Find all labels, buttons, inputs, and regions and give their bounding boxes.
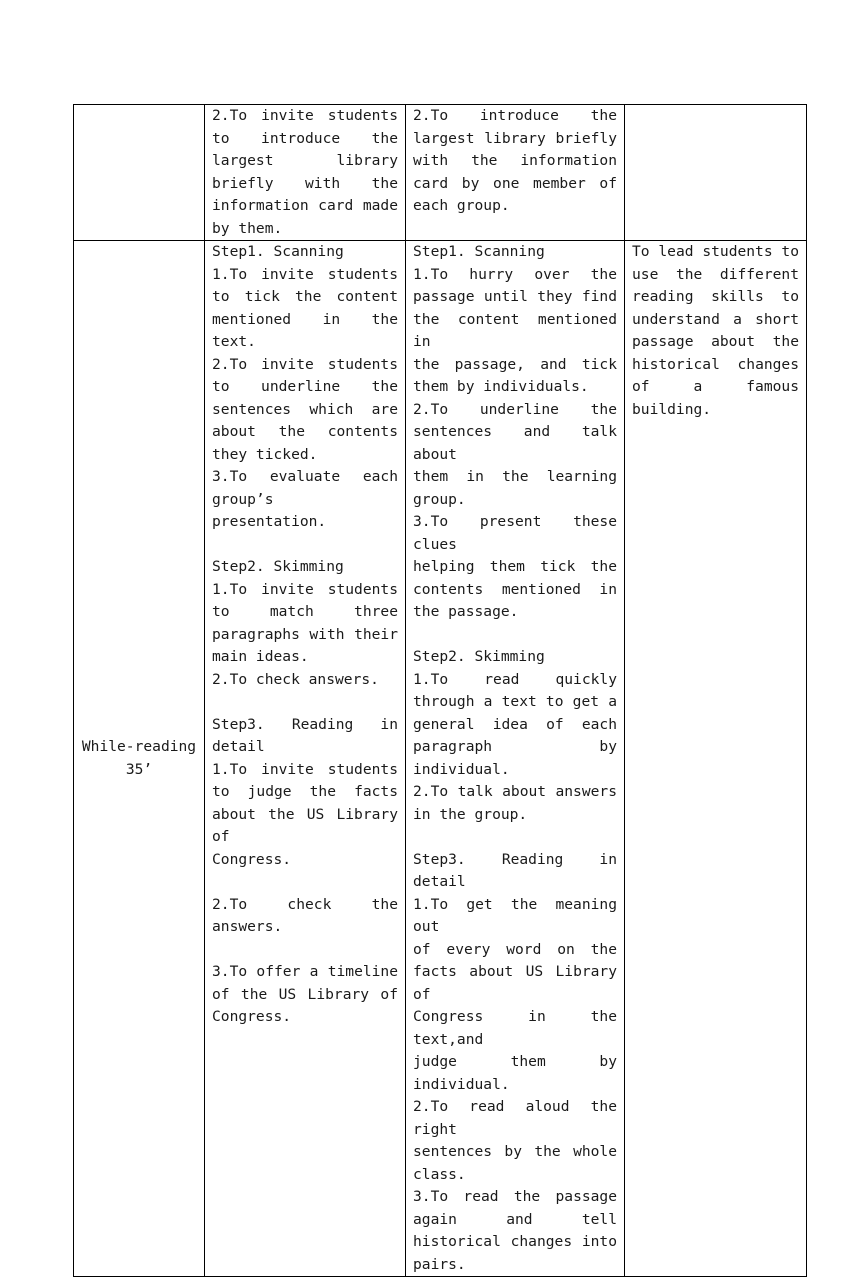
text-line: with the information (413, 152, 617, 169)
text-line: use the different (632, 265, 799, 283)
text-line: group. (413, 490, 466, 508)
text-line: 3.To read the passage (413, 1188, 617, 1205)
text-line: 1.To hurry over the (413, 265, 617, 283)
text-line: helping them tick the (413, 558, 617, 575)
text-line: largest library briefly (413, 129, 617, 147)
text-line: passage until they find (413, 288, 617, 305)
text-line: 2.To introduce the (413, 107, 617, 124)
text-line: contents mentioned in (413, 580, 617, 598)
stage-label: While-reading (81, 738, 197, 755)
text-line: them in the learning (413, 468, 617, 485)
text-line: passage about the (632, 333, 799, 350)
text-line: paragraphs with their (212, 625, 398, 643)
table-row (74, 241, 807, 1277)
stage-cell (74, 105, 205, 241)
text-line: to judge the facts (212, 783, 398, 800)
text-line: to introduce the (212, 129, 398, 147)
text-line (212, 871, 398, 894)
text-line: 3.To evaluate each (212, 468, 398, 485)
text-line (212, 534, 398, 557)
text-line: general idea of each (413, 715, 617, 733)
text-line: sentences by the whole (413, 1143, 617, 1160)
student-activity-cell (406, 241, 625, 1277)
text-line: reading skills to (632, 288, 799, 305)
text-line: group’s (212, 490, 274, 508)
text-line: Step2. Skimming (413, 648, 545, 665)
teacher-activity-cell (205, 241, 406, 1277)
text-line: individual. (413, 1075, 510, 1093)
text-line: 2.To talk about answers (413, 783, 617, 800)
text-line: 3.To offer a timeline (212, 963, 398, 980)
text-line: briefly with the (212, 174, 398, 192)
stage-cell (74, 241, 205, 1277)
text-line: 1.To invite students (212, 580, 398, 598)
text-line: to match three (212, 603, 398, 620)
text-line: about the US Library of (212, 805, 407, 845)
text-line: presentation. (212, 513, 327, 530)
text-line: they ticked. (212, 445, 318, 463)
text-line: to tick the content (212, 288, 398, 305)
text-line: detail (212, 738, 265, 755)
text-line (212, 691, 398, 714)
text-line: 2.To check answers. (212, 670, 379, 688)
stage-time: 35’ (125, 760, 153, 778)
text-line: 1.To invite students (212, 265, 398, 283)
text-line: historical changes into (413, 1233, 617, 1250)
text-line: facts about US Library of (413, 963, 626, 1003)
text-line: Step3. Reading in (212, 715, 398, 733)
text-line: To lead students to (632, 243, 799, 260)
text-line: understand a short (632, 310, 799, 328)
text-line: again and tell (413, 1210, 617, 1228)
text-line: 2.To check the (212, 895, 398, 913)
text-line: each group. (413, 197, 510, 214)
student-activity-cell (406, 105, 625, 241)
text-line: information card made (212, 197, 398, 214)
text-line: Step1. Scanning (413, 243, 545, 260)
text-line: 2.To underline the (413, 400, 617, 418)
text-line: of every word on the (413, 940, 617, 958)
text-line: Congress. (212, 850, 292, 868)
text-line: about the contents (212, 423, 398, 440)
text-line: Step1. Scanning (212, 243, 344, 260)
text-line: class. (413, 1165, 466, 1183)
text-line: judge them by (413, 1053, 617, 1070)
text-line: mentioned in the text. (212, 310, 407, 350)
text-line: sentences and talk about (413, 423, 626, 463)
text-line: paragraph by individual. (413, 738, 626, 778)
text-line (413, 624, 617, 647)
text-line: main ideas. (212, 648, 309, 665)
text-line: 1.To invite students (212, 760, 398, 778)
text-line: by them. (212, 219, 283, 237)
text-line: Step2. Skimming (212, 558, 344, 575)
purpose-cell (625, 105, 807, 241)
text-line: Congress. (212, 1008, 292, 1025)
text-line: Step3. Reading in detail (413, 850, 626, 890)
text-line: them by individuals. (413, 378, 589, 395)
text-line: 2.To read aloud the right (413, 1098, 626, 1138)
text-line: sentences which are (212, 400, 398, 418)
text-line: historical changes (632, 355, 799, 373)
text-line: largest library (212, 152, 398, 169)
text-line: in the group. (413, 805, 528, 823)
text-line: 2.To invite students (212, 355, 398, 373)
purpose-cell (625, 241, 807, 1277)
text-line: 1.To read quickly (413, 670, 617, 688)
text-line: the content mentioned in (413, 310, 626, 350)
text-line: 2.To invite students (212, 107, 398, 124)
text-line: of a famous (632, 378, 799, 395)
text-line: pairs. (413, 1255, 466, 1273)
text-line: Congress in the text,and (413, 1008, 626, 1048)
text-line: card by one member of (413, 174, 617, 192)
text-line: 3.To present these clues (413, 513, 626, 553)
text-line: 1.To get the meaning out (413, 895, 626, 935)
text-line: the passage. (413, 603, 519, 620)
text-line: the passage, and tick (413, 355, 617, 373)
lesson-plan-table (73, 104, 807, 1277)
text-line (413, 826, 617, 849)
text-line: to underline the (212, 378, 398, 395)
text-line: of the US Library of (212, 985, 398, 1003)
text-line: answers. (212, 918, 283, 935)
table-row (74, 105, 807, 241)
teacher-activity-cell (205, 105, 406, 241)
text-line: building. (632, 400, 712, 418)
text-line (212, 939, 398, 962)
text-line: through a text to get a (413, 693, 617, 710)
